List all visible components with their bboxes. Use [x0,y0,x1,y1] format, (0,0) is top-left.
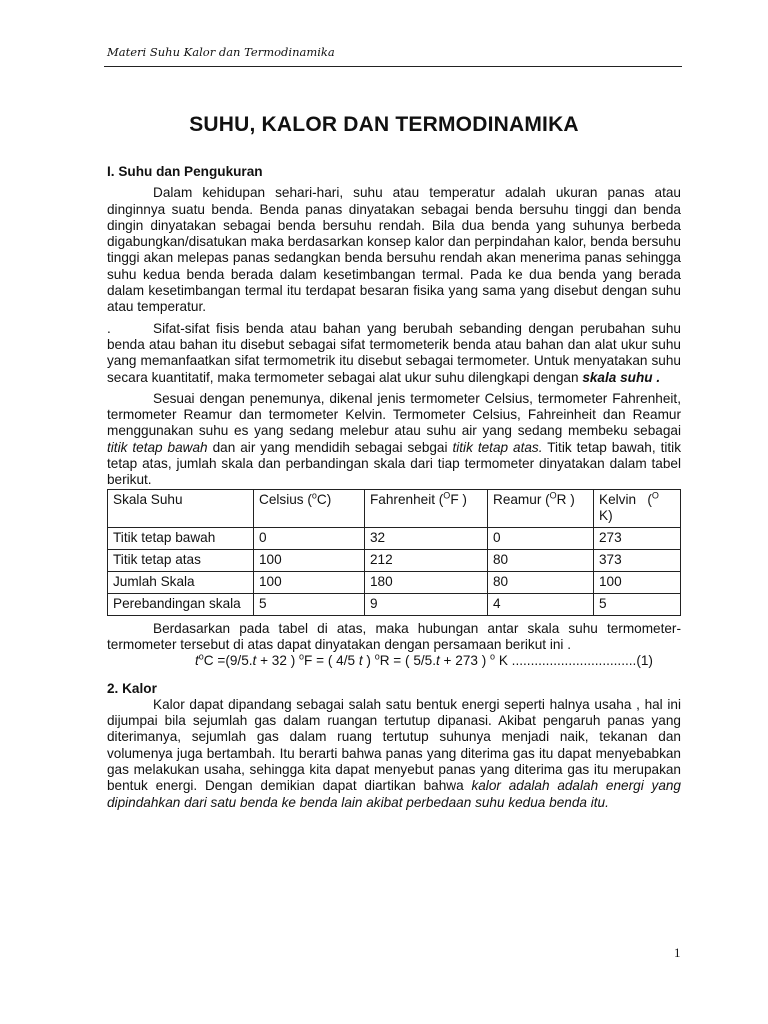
table-header-cell: Celsius ($^o$C) [254,489,365,527]
paragraph-sifat-termometrik [107,321,681,386]
paragraph-suhu-definition: Dalam kehidupan sehari-hari, suhu atau temperatur adalah ukuran panas atau dinginnya suatu benda. Benda panas dinyatakan sebagai benda bersuhu tinggi dan benda dingin dinyatakan sebagai benda bersuhu rendah. Bila dua benda yang suhunya berbeda digabungkan/disatukan maka berdasarkan konsep kalor dan perpindahan kalor, benda bersuhu tinggi akan melepas panas sedangkan benda bersuhu rendah akan menerima panas sehingga suhu kedua benda berada dalam kesetimbangan termal. Pada ke dua benda yang berada dalam kesetimbangan termal itu terdapat besaran fisika yang sama yang disebut dengan suhu atau temperatur. [107,185,681,315]
table-cell: Jumlah Skala [108,571,254,593]
table-header-row [108,489,681,527]
page-number: 1 [674,945,681,960]
paragraph-kalor-definition [107,697,681,811]
table-cell: 100 [254,549,365,571]
table-cell: 4 [488,593,594,615]
table-cell: 212 [365,549,488,571]
document-body [107,164,681,811]
table-row [108,593,681,615]
paragraph-text: dan air yang mendidih sebagai sebgai [207,439,453,455]
table-cell: 180 [365,571,488,593]
table-cell: Perebandingan skala [108,593,254,615]
table-row [108,571,681,593]
paragraph-jenis-termometer [107,391,681,489]
table-row [108,549,681,571]
emphasis-titik-tetap-atas: titik tetap atas. [452,439,543,455]
running-header: Materi Suhu Kalor dan Termodinamika [107,45,335,59]
table-row [108,527,681,549]
paragraph-text: Kalor dapat dipandang sebagai salah satu bentuk energi seperti halnya usaha , hal ini dijumpai bila sejumlah gas dalam ruangan tertutup dipanasi. Akibat pengaruh panas yang diterimanya, sejumlah gas dalam ruang tertutup suhunya menjadi naik, tekanan dan volumenya juga bertambah. Itu berarti bahwa panas yang diterima gas itu dapat menyebabkan gas melakukan usaha, sehingga kita dapat menyebut panas yang diterima gas itu merupakan bentuk energi. Dengan demikian dapat diartikan bahwa [107,696,681,794]
table-cell: 80 [488,571,594,593]
table-cell: 373 [594,549,681,571]
table-cell: 0 [254,527,365,549]
table-header-cell: Kelvin ($^O$ K) [594,489,681,527]
temperature-scale-table [107,489,681,616]
table-cell: 5 [254,593,365,615]
emphasis-skala-suhu: skala suhu . [582,369,661,385]
document-title: SUHU, KALOR DAN TERMODINAMIKA [189,113,579,136]
table-cell: 100 [254,571,365,593]
paragraph-text: Sifat-sifat fisis benda atau bahan yang berubah sebanding dengan perubahan suhu benda atau bahan itu disebut sebagai sifat termometerik benda atau bahan dan alat ukur suhu yang memanfaatkan sifat termometrik itu disebut sebagai termometer. Untuk menyatakan suhu secara kuantitatif, maka termometer sebagai alat ukur suhu dilengkapi dengan [107,320,681,385]
section-heading-suhu: I. Suhu dan Pengukuran [107,164,263,179]
conversion-formula: $t^oC =(9/5.t + 32$ ) $^o$F = ( 4/5 t ) $^o$R = ( 5/5.t + 273 ) $^o$ K .................................(1) [195,651,653,669]
table-cell: Titik tetap bawah [108,527,254,549]
table-cell: 9 [365,593,488,615]
emphasis-titik-tetap-bawah: titik tetap bawah [107,439,208,455]
table-cell: Titik tetap atas [108,549,254,571]
table-cell: 100 [594,571,681,593]
table-header-cell: Skala Suhu [108,489,254,527]
emphasis-kalor-definisi: kalor adalah adalah energi yang dipindahkan dari satu benda ke benda lain akibat perbedaan suhu kedua benda itu. [107,778,681,810]
paragraph-lead-dot: . [107,320,111,336]
paragraph-text: Sesuai dengan penemunya, dikenal jenis termometer Celsius, termometer Fahrenheit, termometer Reamur dan termometer Kelvin. Termometer Celsius, Fahreinheit dan Reamur menggunakan suhu es yang sedang melebur atau suhu air yang sedang membeku sebagai [107,390,681,439]
header-rule [104,66,682,67]
table-cell: 32 [365,527,488,549]
table-cell: 0 [488,527,594,549]
table-header-cell: Reamur ($^O$R ) [488,489,594,527]
table-header-cell: Fahrenheit ($^O$F ) [365,489,488,527]
table-cell: 273 [594,527,681,549]
table-cell: 5 [594,593,681,615]
table-cell: 80 [488,549,594,571]
paragraph-text: Titik tetap bawah, titik tetap atas, jumlah skala dan perbandingan skala dari tiap termometer dinyatakan dalam tabel berikut. [107,439,681,488]
section-heading-kalor: 2. Kalor [107,680,157,696]
paragraph-persamaan: Berdasarkan pada tabel di atas, maka hubungan antar skala suhu termometer-termometer tersebut di atas dapat dinyatakan dengan persamaan berikut ini . [107,620,681,652]
